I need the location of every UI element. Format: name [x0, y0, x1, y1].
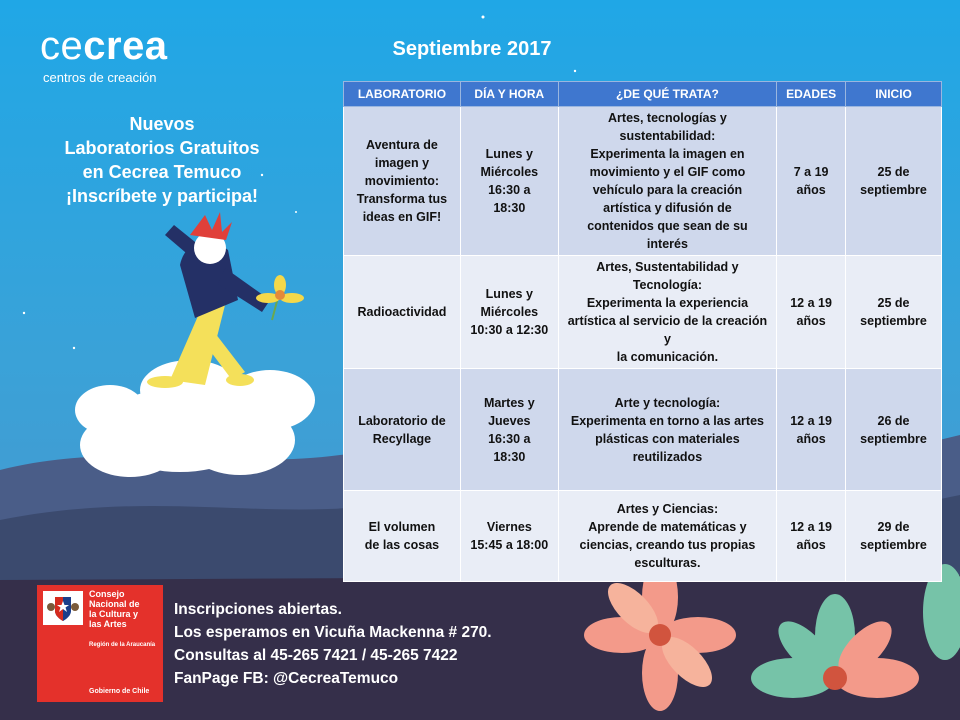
- cell-inicio: 25 de septiembre: [846, 107, 942, 256]
- table-row: [344, 491, 942, 582]
- header-inicio: INICIO: [846, 82, 942, 107]
- header-dia-hora: DÍA Y HORA: [460, 82, 558, 107]
- cell-descripcion: Artes, Sustentabilidad y Tecnología: Experimenta la experiencia artística al servicio de la creación y la comunicación.: [558, 256, 776, 369]
- cell-edades: 12 a 19 años: [777, 256, 846, 369]
- promo-line: ¡Inscríbete y participa!: [65, 186, 259, 206]
- cell-descripcion: Artes, tecnologías y sustentabilidad: Experimenta la imagen en movimiento y el GIF como vehículo para la creación artística y difusión de contenidos que sean de su interés: [558, 107, 776, 256]
- table-row: [344, 107, 942, 256]
- table-header-row: [344, 82, 942, 107]
- gobierno-de-chile-logo: [37, 585, 163, 702]
- table-row: [344, 369, 942, 491]
- footer-line: Consultas al 45-265 7421 / 45-265 7422: [174, 647, 458, 664]
- contact-info: [174, 598, 492, 690]
- header-de-que-trata: ¿DE QUÉ TRATA?: [558, 82, 776, 107]
- cecrea-logo: [40, 26, 168, 85]
- logo-subtitle: centros de creación: [43, 70, 157, 85]
- promo-line: Nuevos: [129, 114, 195, 134]
- cell-inicio: 26 de septiembre: [846, 369, 942, 491]
- cell-descripcion: Arte y tecnología: Experimenta en torno a las artes plásticas con materiales reutilizados: [558, 369, 776, 491]
- cell-laboratorio: Aventura de imagen y movimiento: Transforma tus ideas en GIF!: [344, 107, 461, 256]
- gov-logo-text: Consejo Nacional de la Cultura y las Artes: [89, 589, 140, 629]
- gov-bottom-label: Gobierno de Chile: [89, 688, 150, 695]
- cell-laboratorio: El volumen de las cosas: [344, 491, 461, 582]
- cell-inicio: 25 de septiembre: [846, 256, 942, 369]
- cell-laboratorio: Laboratorio de Recyllage: [344, 369, 461, 491]
- cell-inicio: 29 de septiembre: [846, 491, 942, 582]
- cell-descripcion: Artes y Ciencias: Aprende de matemáticas y ciencias, creando tus propias esculturas.: [558, 491, 776, 582]
- page-title: Septiembre 2017: [392, 38, 552, 60]
- cell-edades: 7 a 19 años: [777, 107, 846, 256]
- promo-line: en Cecrea Temuco: [82, 162, 242, 182]
- footer-line: FanPage FB: @CecreaTemuco: [174, 670, 399, 687]
- footer-line: Los esperamos en Vicuña Mackenna # 270.: [174, 624, 492, 641]
- header-laboratorio: LABORATORIO: [344, 82, 461, 107]
- cell-laboratorio: Radioactividad: [344, 256, 461, 369]
- cell-edades: 12 a 19 años: [777, 369, 846, 491]
- cell-dia-hora: Viernes 15:45 a 18:00: [460, 491, 558, 582]
- logo-wordmark: cecrea: [40, 24, 168, 68]
- gov-region: Región de la Araucanía: [89, 642, 156, 648]
- header-edades: EDADES: [777, 82, 846, 107]
- cell-dia-hora: Martes y Jueves 16:30 a 18:30: [460, 369, 558, 491]
- cell-dia-hora: Lunes y Miércoles 16:30 a 18:30: [460, 107, 558, 256]
- footer-line: Inscripciones abiertas.: [174, 601, 342, 618]
- coat-of-arms-icon: [43, 591, 83, 625]
- promo-text: [44, 112, 280, 208]
- schedule-table: [343, 81, 942, 582]
- promo-line: Laboratorios Gratuitos: [64, 138, 260, 158]
- cell-dia-hora: Lunes y Miércoles 10:30 a 12:30: [460, 256, 558, 369]
- cell-edades: 12 a 19 años: [777, 491, 846, 582]
- table-row: [344, 256, 942, 369]
